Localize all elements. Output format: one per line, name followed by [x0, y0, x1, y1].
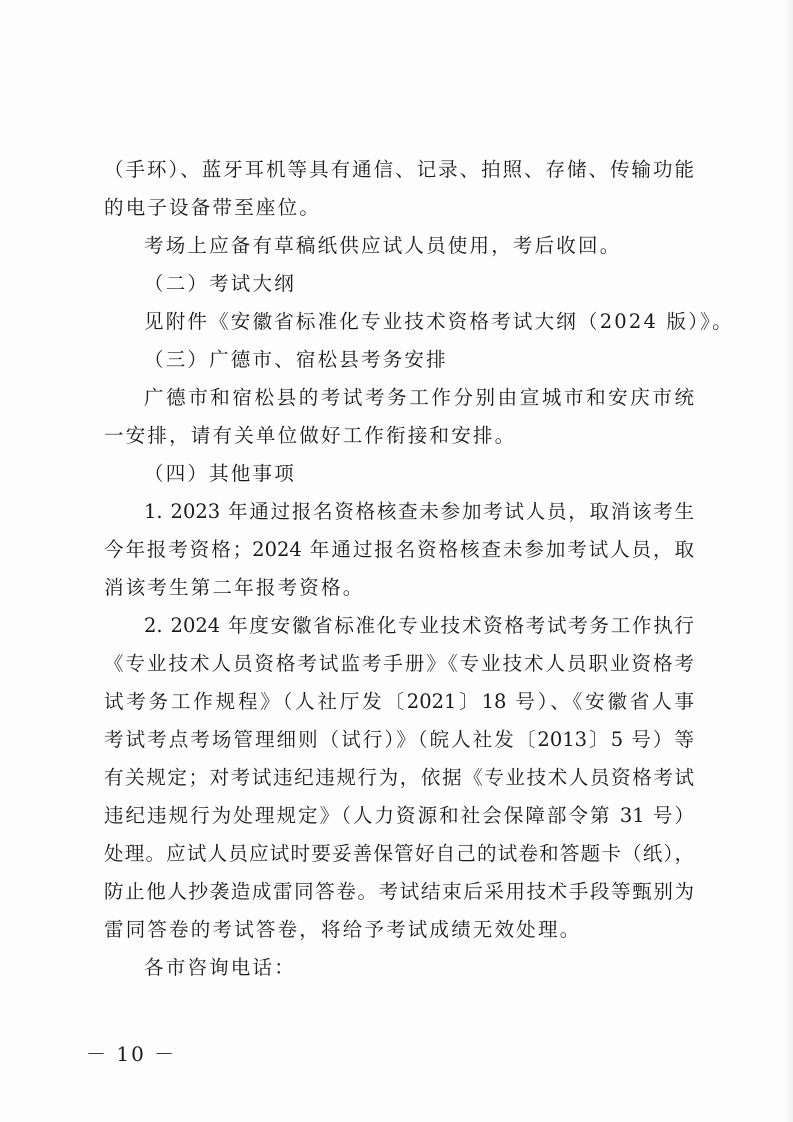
body-line-2: 的电子设备带至座位。 — [104, 196, 322, 219]
body-line-15: 试考务工作规程》（人社厅发〔2021〕18 号）、《安徽省人事 — [104, 690, 694, 713]
body-line-14: 《专业技术人员资格考试监考手册》《专业技术人员职业资格考 — [104, 652, 694, 675]
body-line-20: 防止他人抄袭造成雷同答卷。考试结束后采用技术手段等甄别为 — [104, 880, 694, 903]
body-line-5: 见附件《安徽省标准化专业技术资格考试大纲（2024 版）》。 — [144, 310, 734, 333]
body-line-10: 1. 2023 年通过报名资格核查未参加考试人员，取消该考生 — [144, 500, 694, 523]
body-line-8: 一安排，请有关单位做好工作衔接和安排。 — [104, 424, 517, 447]
body-line-22: 各市咨询电话： — [144, 956, 296, 979]
section-heading-other-matters: （四）其他事项 — [144, 462, 296, 485]
body-line-17: 有关规定；对考试违纪违规行为，依据《专业技术人员资格考试 — [104, 766, 694, 789]
page-number: － 10 － — [86, 1042, 177, 1066]
body-line-18: 违纪违规行为处理规定》（人力资源和社会保障部令第 31 号） — [104, 804, 694, 827]
body-line-21: 雷同答卷的考试答卷，将给予考试成绩无效处理。 — [104, 918, 582, 941]
body-line-13: 2. 2024 年度安徽省标准化专业技术资格考试考务工作执行 — [144, 614, 694, 637]
body-line-11: 今年报考资格；2024 年通过报名资格核查未参加考试人员，取 — [104, 538, 694, 561]
section-heading-guangde-susong: （三）广德市、宿松县考务安排 — [144, 348, 448, 371]
body-line-19: 处理。应试人员应试时要妥善保管好自己的试卷和答题卡（纸）， — [104, 842, 694, 865]
body-line-7: 广德市和宿松县的考试考务工作分别由宣城市和安庆市统 — [144, 386, 694, 409]
section-heading-exam-syllabus: （二）考试大纲 — [144, 272, 296, 295]
body-line-3: 考场上应备有草稿纸供应试人员使用，考后收回。 — [144, 234, 622, 257]
body-line-12: 消该考生第二年报考资格。 — [104, 576, 365, 599]
body-line-1: （手环）、蓝牙耳机等具有通信、记录、拍照、存储、传输功能 — [104, 158, 694, 181]
scan-edge-shadow — [785, 0, 793, 1122]
body-line-16: 考试考点考场管理细则（试行）》（皖人社发〔2013〕5 号）等 — [104, 728, 694, 751]
